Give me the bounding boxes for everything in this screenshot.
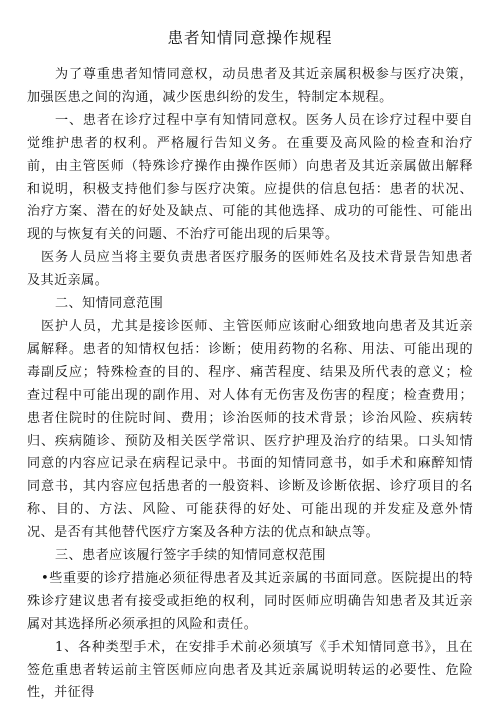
paragraph: 为了尊重患者知情同意权，动员患者及其近亲属积极参与医疗决策，加强医患之间的沟通，减少医患纠纷的发生，特制定本规程。 [27, 67, 473, 105]
document-body [27, 64, 473, 705]
paragraph: 1、各种类型手术，在安排手术前必须填写《手术知情同意书》，且在签危重患者转运前主管医师应向患者及其近亲属说明转运的必要性、危险性，并征得 [27, 639, 473, 701]
paragraph: 一、患者在诊疗过程中享有知情同意权。医务人员在诊疗过程中要自觉维护患者的权利。严格履行告知义务。在重要及高风险的检查和治疗前，由主管医师（特殊诊疗操作由操作医师）向患者及其近亲属做出解释和说明，积极支持他们参与医疗决策。应提供的信息包括：患者的状况、治疗方案、潜在的好处及缺点、可能的其他选择、成功的可能性、可能出现的与恢复有关的问题、不治疗可能出现的后果等。 [27, 112, 473, 243]
paragraph: 医护人员，尤其是接诊医师、主管医师应该耐心细致地向患者及其近亲属解释。患者的知情权包括：诊断；使用药物的名称、用法、可能出现的毒副反应；特殊检查的目的、程序、痛苦程度、结果及所代表的意义；检查过程中可能出现的副作用、对人体有无伤害及伤害的程度；检查费用；患者住院时的住院时间、费用；诊治医师的技术背景；诊治风险、疾病转归、疾病随诊、预防及相关医学常识、医疗护理及治疗的结果。口头知情同意的内容应记录在病程记录中。书面的知情同意书，如手术和麻醉知情同意书，其内容应包括患者的一般资料、诊断及诊断依据、诊疗项目的名称、目的、方法、风险、可能获得的好处、可能出现的并发症及意外情况、是否有其他替代医疗方案及各种方法的优点和缺点等。 [27, 318, 473, 541]
section-heading: 三、患者应该履行签字手续的知情同意权范围 [55, 548, 326, 564]
paragraph: 医务人员应当将主要负责患者医疗服务的医师姓名及技术背景告知患者及其近亲属。 [27, 250, 473, 289]
document-title: 患者知情同意操作规程 [167, 29, 333, 47]
section-heading: 二、知情同意范围 [55, 296, 164, 312]
paragraph: •些重要的诊疗措施必须征得患者及其近亲属的书面同意。医院提出的特殊诊疗建议患者有接受或拒绝的权利，同时医师应明确告知患者及其近亲属对其选择所必须承担的风险和责任。 [27, 570, 473, 632]
